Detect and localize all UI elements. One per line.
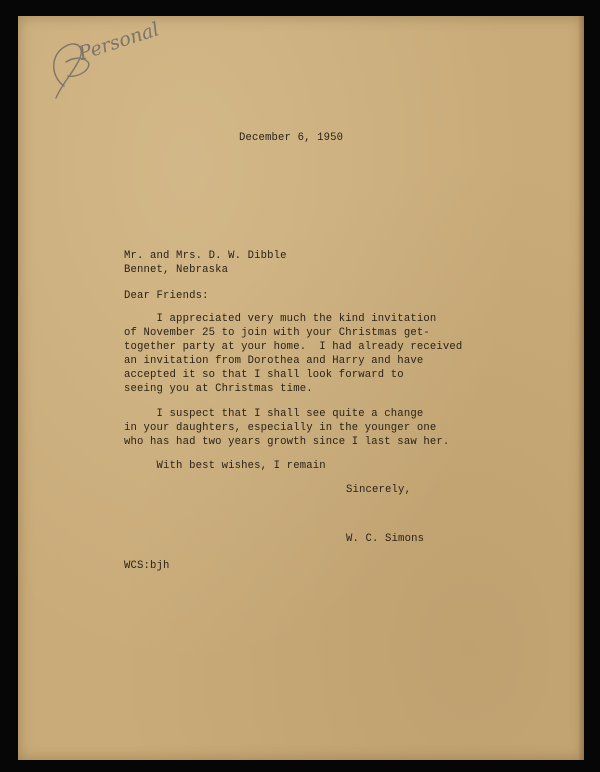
closing-line: With best wishes, I remain (124, 460, 326, 472)
typist-initials: WCS:bjh (124, 560, 170, 572)
sign-off: Sincerely, (346, 484, 412, 496)
paper-edge-shadow (578, 16, 584, 760)
body-line: I appreciated very much the kind invitation (124, 313, 437, 325)
handwritten-word: Personal (76, 18, 162, 65)
body-line: in your daughters, especially in the younger one (124, 422, 437, 434)
handwritten-note (42, 18, 162, 110)
salutation: Dear Friends: (124, 290, 209, 302)
body-line: of November 25 to join with your Christmas get- (124, 327, 430, 339)
body-line: seeing you at Christmas time. (124, 383, 313, 395)
signature-name: W. C. Simons (346, 533, 425, 545)
recipient-name: Mr. and Mrs. D. W. Dibble (124, 250, 287, 262)
body-line: together party at your home. I had already received (124, 341, 463, 353)
body-line: who has had two years growth since I last saw her. (124, 436, 450, 448)
body-line: I suspect that I shall see quite a change (124, 408, 424, 420)
recipient-location: Bennet, Nebraska (124, 264, 229, 276)
letter-date: December 6, 1950 (239, 132, 344, 144)
letter-page (18, 16, 584, 760)
body-line: an invitation from Dorothea and Harry and have (124, 355, 424, 367)
body-line: accepted it so that I shall look forward to (124, 369, 404, 381)
